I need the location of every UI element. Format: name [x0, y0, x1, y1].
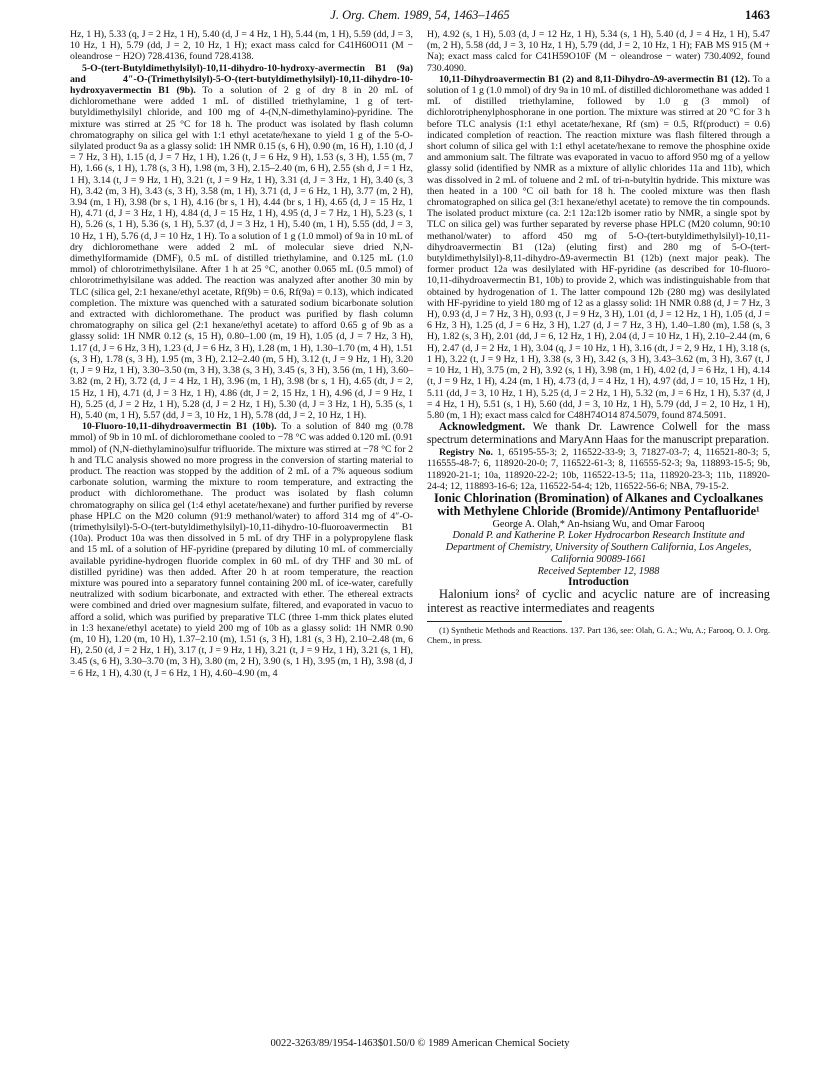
section-heading-introduction: Introduction: [568, 576, 629, 589]
acknowledgment: [427, 421, 770, 447]
left-column: [70, 29, 413, 679]
compound-heading: 5-O-(tert-Butyldimethylsilyl)-10,11-dihydro-10-hydroxy-avermectin B1 (9a) and 4″-O-(Trimethylsilyl)-5-O-(tert-butyldimethylsilyl)-10,11-dihydro-10-hydroxyavermectin B1 (9b).: [70, 62, 413, 97]
paragraph-body: To a solution of 2 g of dry 8 in 20 mL of dichloromethane were added 1 mL of distilled triethylamine, 1 g of tert-butyldimethylsilyl chloride, and 100 mg of 4-(N,N-dimethylamino)-pyridine. The mixture was stirred at 25 °C for 18 h. The product was isolated by flash column chromatography on silica gel with 1:1 ethyl acetate/hexane to yield 1 g of the 5-O-silylated product 9a as a glassy solid: 1H NMR 0.15 (s, 6 H), 0.90 (m, 16 H), 1.10 (d, J = 7 Hz, 3 H), 1.15 (d, J = 7 Hz, 1 H), 1.26 (t, J = 6 Hz, 9 H), 1.53 (s, 3 H), 1.55 (m, 7 H), 1.66 (s, 1 H), 1.78 (s, 3 H), 1.98 (m, 3 H), 2.15–2.40 (m, 6 H), 2.55 (sh d, J = 1 Hz, 1 H), 3.14 (t, J = 9 Hz, 1 H), 3.21 (t, J = 9 Hz, 1 H), 3.31 (d, J = 3 Hz, 1 H), 3.40 (s, 3 H), 3.42 (m, 3 H), 3.43 (s, 3 H), 3.58 (m, 1 H), 3.71 (d, J = 6 Hz, 1 H), 3.77 (m, 2 H), 3.94 (m, 1 H), 3.98 (br s, 1 H), 4.16 (br s, 1 H), 4.44 (br s, 1 H), 4.65 (d, J = 15 Hz, 1 H), 4.71 (d, J = 3 Hz, 1 H), 4.84 (d, J = 15 Hz, 1 H), 4.95 (d, J = 7 Hz, 1 H), 5.23 (s, 1 H), 5.26 (s, 1 H), 5.36 (s, 1 H), 5.37 (d, J = 3 Hz, 1 H), 5.40 (m, 1 H), 5.55 (dd, J = 3, 10 Hz, 1 H), 5.76 (d, J = 10 Hz, 1 H). To a solution of 1 g (1.0 mmol) of 9a in 10 mL of dry dichloromethane were added 2 mL of molecular sieve dried N,N-dimethylformamide (DMF), 0.5 mL of distilled triethylamine, and 0.125 mL (1.0 mmol) of chlorotrimethylsilane. After 1 h at 25 °C, another 0.065 mL (0.5 mmol) of chlorotrimethylsilane was added. The reaction was analyzed after another 30 min by TLC (silica gel, 2:1 hexane/ethyl acetate, Rf(9b) = 0.6, Rf(9a) = 0.13), which indicated completion. The mixture was quenched with a saturated sodium bicarbonate solution and extracted with dichloromethane. The product was purified by flash column chromatography on silica gel (2:1 hexane/ethyl acetate) to afford 0.65 g of 9b as a glassy solid: 1H NMR 0.12 (s, 15 H), 0.80–1.00 (m, 19 H), 1.05 (d, J = 7 Hz, 3 H), 1.17 (d, J = 6 Hz, 3 H), 1.23 (d, J = 6 Hz, 3 H), 1.28 (m, 1 H), 1.30–1.70 (m, 4 H), 1.51 (s, 3 H), 1.78 (s, 3 H), 1.95 (m, 3 H), 2.12–2.40 (m, 5 H), 3.12 (t, J = 9 Hz, 1 H), 3.20 (t, J = 9 Hz, 1 H), 3.30–3.50 (m, 3 H), 3.38 (s, 3 H), 3.45 (s, 3 H), 3.56 (m, 1 H), 3.60–3.82 (m, 2 H), 3.72 (d, J = 4 Hz, 1 H), 3.96 (m, 1 H), 3.98 (br s, 1 H), 4.65 (dt, J = 2, 15 Hz, 1 H), 4.71 (d, J = 3 Hz, 1 H), 4.86 (dt, J = 2, 15 Hz, 1 H), 4.96 (d, J = 9 Hz, 1 H), 5.25 (d, J = 2 Hz, 1 H), 5.28 (d, J = 2 Hz, 1 H), 5.30 (d, J = 3 Hz, 1 H), 5.35 (s, 1 H), 5.40 (m, 1 H), 5.57 (dd, J = 3, 10 Hz, 1 H), 5.78 (dd, J = 2, 10 Hz, 1 H).: [70, 85, 413, 421]
introduction-text: Halonium ions² of cyclic and acyclic nature are of increasing interest as reactive intermediates and reagents: [427, 587, 770, 615]
received-date: Received September 12, 1988: [537, 565, 660, 577]
article-title: Ionic Chlorination (Bromination) of Alkanes and Cycloalkanes with Methylene Chloride (Bromide)/Antimony Pentafluoride¹: [433, 490, 764, 519]
footnote-divider: [427, 621, 562, 622]
paragraph-compound-10b: [70, 421, 413, 679]
paragraph-nmr-continued: H), 4.92 (s, 1 H), 5.03 (d, J = 12 Hz, 1 H), 5.34 (s, 1 H), 5.40 (d, J = 4 Hz, 1 H), 5.47 (m, 2 H), 5.58 (dd, J = 3, 10 Hz, 1 H), 5.79 (dd, J = 2, 10 Hz, 1 H); FAB MS 915 (M + Na); exact mass calcd for C41H59O10F (M − oleandrose − water) 730.4092, found 730.4090.: [427, 29, 770, 74]
authors: George A. Olah,* An-hsiang Wu, and Omar Farooq: [492, 518, 705, 530]
compound-heading: 10,11-Dihydroavermectin B1 (2) and 8,11-Dihydro-Δ9-avermectin B1 (12).: [439, 73, 750, 85]
registry-heading: Registry No.: [439, 447, 493, 459]
journal-citation: J. Org. Chem. 1989, 54, 1463–1465: [330, 8, 510, 22]
paragraph-body: To a solution of 1 g (1.0 mmol) of dry 9a in 10 mL of distilled dichloromethane was added 1 mL of distilled triethylamine, followed by 1.0 g (3 mmol) of dichlorotriphenylphosphorane in one portion. The mixture was stirred at 20 °C for 3 h before TLC analysis (1:1 ethyl acetate/hexane, Rf (sm) = 0.5, Rf(product) = 0.6) indicated completion of reaction. The reaction mixture was flash filtered through a short column of silica gel with 1:1 ethyl acetate/hexane to remove the phosphine oxide and ammonium salt. The filtrate was evaporated in vacuo to afford 950 mg of a yellow glassy solid (identified by NMR as a mixture of allylic chlorides 11a and 11b), which was dissolved in 2 mL of toluene and 2 mL of tri-n-butyltin hydride. This mixture was then heated in a 100 °C oil bath for 18 h. The cooled mixture was then flash chromatographed on silica gel (3:1 hexane/ethyl acetate) to remove the tin compounds. The isolated product mixture (ca. 2:1 12a:12b isomer ratio by NMR, a single spot by TLC on silica gel) was further separated by reverse phase HPLC (M20 column, 90:10 methanol/water) to afford 450 mg of 5-O-(tert-butyldimethylsilyl)-10,11-dihydroavermectin B1 (12a) (eluting first) and 280 mg of 5-O-(tert-butyldimethylsilyl)-8,11-dihydro-Δ9-avermectin B1 (12b) (next major peak). The former product 12a was desilylated with HF-pyridine (as described for 10-fluoro-10,11-dihydroavermectin B1, 10b) to provide 2, which was indistinguishable from that obtained by hydrogenation of 1. The latter compound 12b (280 mg) was desilylated with HF-pyridine to yield 180 mg of 12 as a glassy solid: 1H NMR 0.88 (d, J = 7 Hz, 3 H), 0.93 (d, J = 7 Hz, 3 H), 0.93 (t, J = 9 Hz, 3 H), 1.01 (d, J = 12 Hz, 1 H), 1.05 (d, J = 6 Hz, 3 H), 1.25 (d, J = 6 Hz, 3 H), 1.27 (d, J = 7 Hz, 3 H), 1.40–1.80 (m), 1.58 (s, 3 H), 1.82 (s, 3 H), 2.01 (dd, J = 6, 12 Hz, 1 H), 2.04 (d, J = 10 Hz, 1 H), 2.10–2.44 (m, 6 H), 2.47 (d, J = 2 Hz, 1 H), 3.04 (q, J = 10 Hz, 1 H), 3.16 (dt, J = 2, 9 Hz, 1 H), 3.18 (s, 1 H), 3.22 (t, J = 9 Hz, 1 H), 3.38 (s, 3 H), 3.42 (s, 3 H), 3.43–3.62 (m, 3 H), 3.67 (t, J = 10 Hz, 1 H), 3.75 (m, 2 H), 3.92 (s, 1 H), 3.98 (m, 1 H), 4.02 (d, J = 6 Hz, 1 H), 4.14 (t, J = 9 Hz, 1 H), 4.24 (m, 1 H), 4.73 (d, J = 4 Hz, 1 H), 4.97 (dd, J = 10, 15 Hz, 1 H), 5.11 (dd, J = 3, 10 Hz, 1 H), 5.25 (d, J = 2 Hz, 1 H), 5.32 (m, J = 6 Hz, 1 H), 5.37 (d, J = 4 Hz, 1 H), 5.51 (s, 1 H), 5.60 (dd, J = 3, 10 Hz, 1 H), 5.79 (dd, J = 2, 10 Hz, 1 H), 5.80 (m, 1 H); exact mass calcd for C48H74O14 874.5079, found 874.5091.: [427, 73, 771, 421]
acknowledgment-heading: Acknowledgment.: [439, 421, 526, 434]
footnote: (1) Synthetic Methods and Reactions. 137. Part 136, see: Olah, G. A.; Wu, A.; Farooq, O. J. Org. Chem., in press.: [427, 624, 770, 645]
acknowledgment-body: We thank Dr. Lawrence Colwell for the mass spectrum determinations and MaryAnn Haas for the manuscript preparation.: [427, 421, 770, 447]
affiliation: Donald P. and Katherine P. Loker Hydrocarbon Research Institute and Department of Chemistry, University of Southern California, Los Angeles, California 90089-1661: [445, 529, 752, 565]
compound-heading: 10-Fluoro-10,11-dihydroavermectin B1 (10b).: [82, 421, 277, 433]
paragraph-nmr-continued: Hz, 1 H), 5.33 (q, J = 2 Hz, 1 H), 5.40 (d, J = 4 Hz, 1 H), 5.44 (m, 1 H), 5.59 (dd, J = 3, 10 Hz, 1 H), 5.79 (dd, J = 2, 10 Hz, 1 H); exact mass calcd for C41H60O11 (M − oleandrose − H2O) 728.4136, found 728.4138.: [70, 29, 413, 63]
paragraph-compound-12: [427, 74, 770, 421]
paragraph-compound-9: [70, 63, 413, 422]
page-number: 1463: [745, 8, 770, 22]
paragraph-body: To a solution of 840 mg (0.78 mmol) of 9b in 10 mL of dichloromethane cooled to −78 °C was added 0.120 mL (0.91 mmol) of (N,N-diethylamino)sulfur trifluoride. The mixture was stirred at −78 °C for 2 h and TLC analysis showed no more progress in the conversion of starting material to product. The reaction was stopped by the addition of 2 mL of a 7% aqueous sodium carbonate solution, warming the mixture to room temperature, and extracting the product with dichloromethane. The product was isolated by flash column chromatography on silica gel (1:4 ethyl acetate/hexane) and further purified by reverse phase HPLC on the M20 column (91:9 methanol/water) to afford 314 mg of 4″-O-(trimethylsilyl)-5-O-(tert-butyldimethylsilyl)-10,11-dihydro-10-fluoroavermectin B1 (10a). Product 10a was then dissolved in 5 mL of dry THF in a polypropylene flask and 15 mL of a solution of HF-pyridine (prepared by diluting 10 mL of commercially available pyridine-hydrogen fluoride complex in 60 mL of dry THF and 30 mL of distilled pyridine) was then added. After 20 h at room temperature, the reaction mixture was poured into a separatory funnel containing 200 mL of ice-water, carefully neutralized with sodium bicarbonate, and extracted with ether. The ethereal extracts were combined and dried over magnesium sulfate, filtered, and evaporated in vacuo to afford a solid, which was purified by preparative TLC (three 1-mm thick plates eluted in 1:3 hexane/ethyl acetate) to yield 200 mg of 10b as a glassy solid: 1H NMR 0.90 (m, 10 H), 1.20 (m, 10 H), 1.37–2.10 (m), 1.51 (s, 3 H), 1.81 (s, 3 H), 2.10–2.48 (m, 6 H), 2.50 (d, J = 2 Hz, 1 H), 3.17 (t, J = 9 Hz, 1 H), 3.21 (t, J = 9 Hz, 1 H), 3.21 (s, 1 H), 3.45 (s, 6 H), 3.30–3.70 (m, 3 H), 3.80 (m, 2 H), 3.90 (s, 1 H), 3.95 (m, 1 H), 3.98 (d, J = 6 Hz, 1 H), 4.30 (t, J = 6 Hz, 1 H), 4.60–4.90 (m, 4: [70, 421, 413, 679]
registry-body: 1, 65195-55-3; 2, 116522-33-9; 3, 71827-03-7; 4, 116521-80-3; 5, 116555-48-7; 6, 118920-20-0; 7, 116522-61-3; 8, 116555-52-3; 9a, 118893-15-5; 9b, 118920-21-1; 10a, 118920-22-2; 10b, 116522-13-5; 11a, 118920-23-3; 11b, 118920-24-4; 12, 118893-16-6; 12a, 116522-54-4; 12b, 116522-56-6; NBA, 79-15-2.: [427, 447, 770, 492]
running-header: [70, 8, 770, 24]
right-column: [427, 29, 770, 645]
registry-numbers: [427, 447, 770, 492]
copyright-footer: 0022-3263/89/1954-1463$01.50/0 © 1989 American Chemical Society: [270, 1038, 570, 1049]
